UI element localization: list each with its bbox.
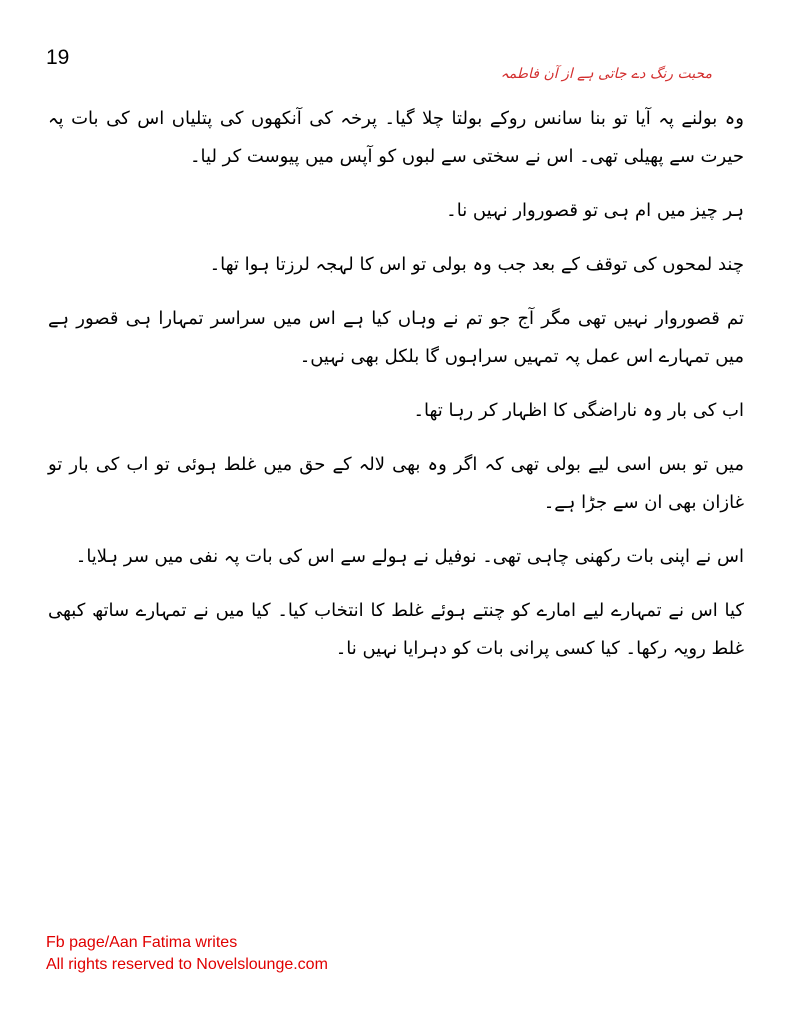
paragraph: وہ بولنے پہ آیا تو بنا سانس روکے بولتا چلا گیا۔ پرخہ کی آنکھوں کی پتلیاں اس کی بات پہ حیرت سے پھیلی تھی۔ اس نے سختی سے لبوں کو آپس میں پیوست کر لیا۔ [48,108,744,167]
footer-rights-notice: All rights reserved to Novelslounge.com [46,956,328,973]
running-header-title: محبت رنگ دے جاتی ہے از آن فاطمہ [500,66,712,82]
footer-credits [46,932,328,976]
paragraph: چند لمحوں کی توقف کے بعد جب وہ بولی تو اس کا لہجہ لرزتا ہوا تھا۔ [209,254,744,275]
paragraph: اب کی بار وہ ناراضگی کا اظہار کر رہا تھا۔ [413,400,744,421]
paragraph: تم قصوروار نہیں تھی مگر آج جو تم نے وہاں کیا ہے اس میں سراسر تمہارا ہی قصور ہے میں تمہارے اس عمل پہ تمہیں سراہوں گا بلکل بھی نہیں۔ [48,308,744,367]
paragraph: کیا اس نے تمہارے لیے امارے کو چنتے ہوئے غلط کا انتخاب کیا۔ کیا میں نے تمہارے ساتھ کبھی غلط رویہ رکھا۔ کیا کسی پرانی بات کو دہرایا نہیں نا۔ [48,600,744,659]
story-body [48,100,744,684]
paragraph: میں تو بس اسی لیے بولی تھی کہ اگر وہ بھی لالہ کے حق میں غلط ہوئی تو اب کی بار تو غازان بھی ان سے جڑا ہے۔ [48,454,744,513]
paragraph: ہر چیز میں ام ہی تو قصوروار نہیں نا۔ [446,200,744,221]
paragraph: اس نے اپنی بات رکھنی چاہی تھی۔ نوفیل نے ہولے سے اس کی بات پہ نفی میں سر ہلایا۔ [75,546,744,567]
footer-fb-page: Fb page/Aan Fatima writes [46,934,238,951]
page-number: 19 [46,46,70,69]
